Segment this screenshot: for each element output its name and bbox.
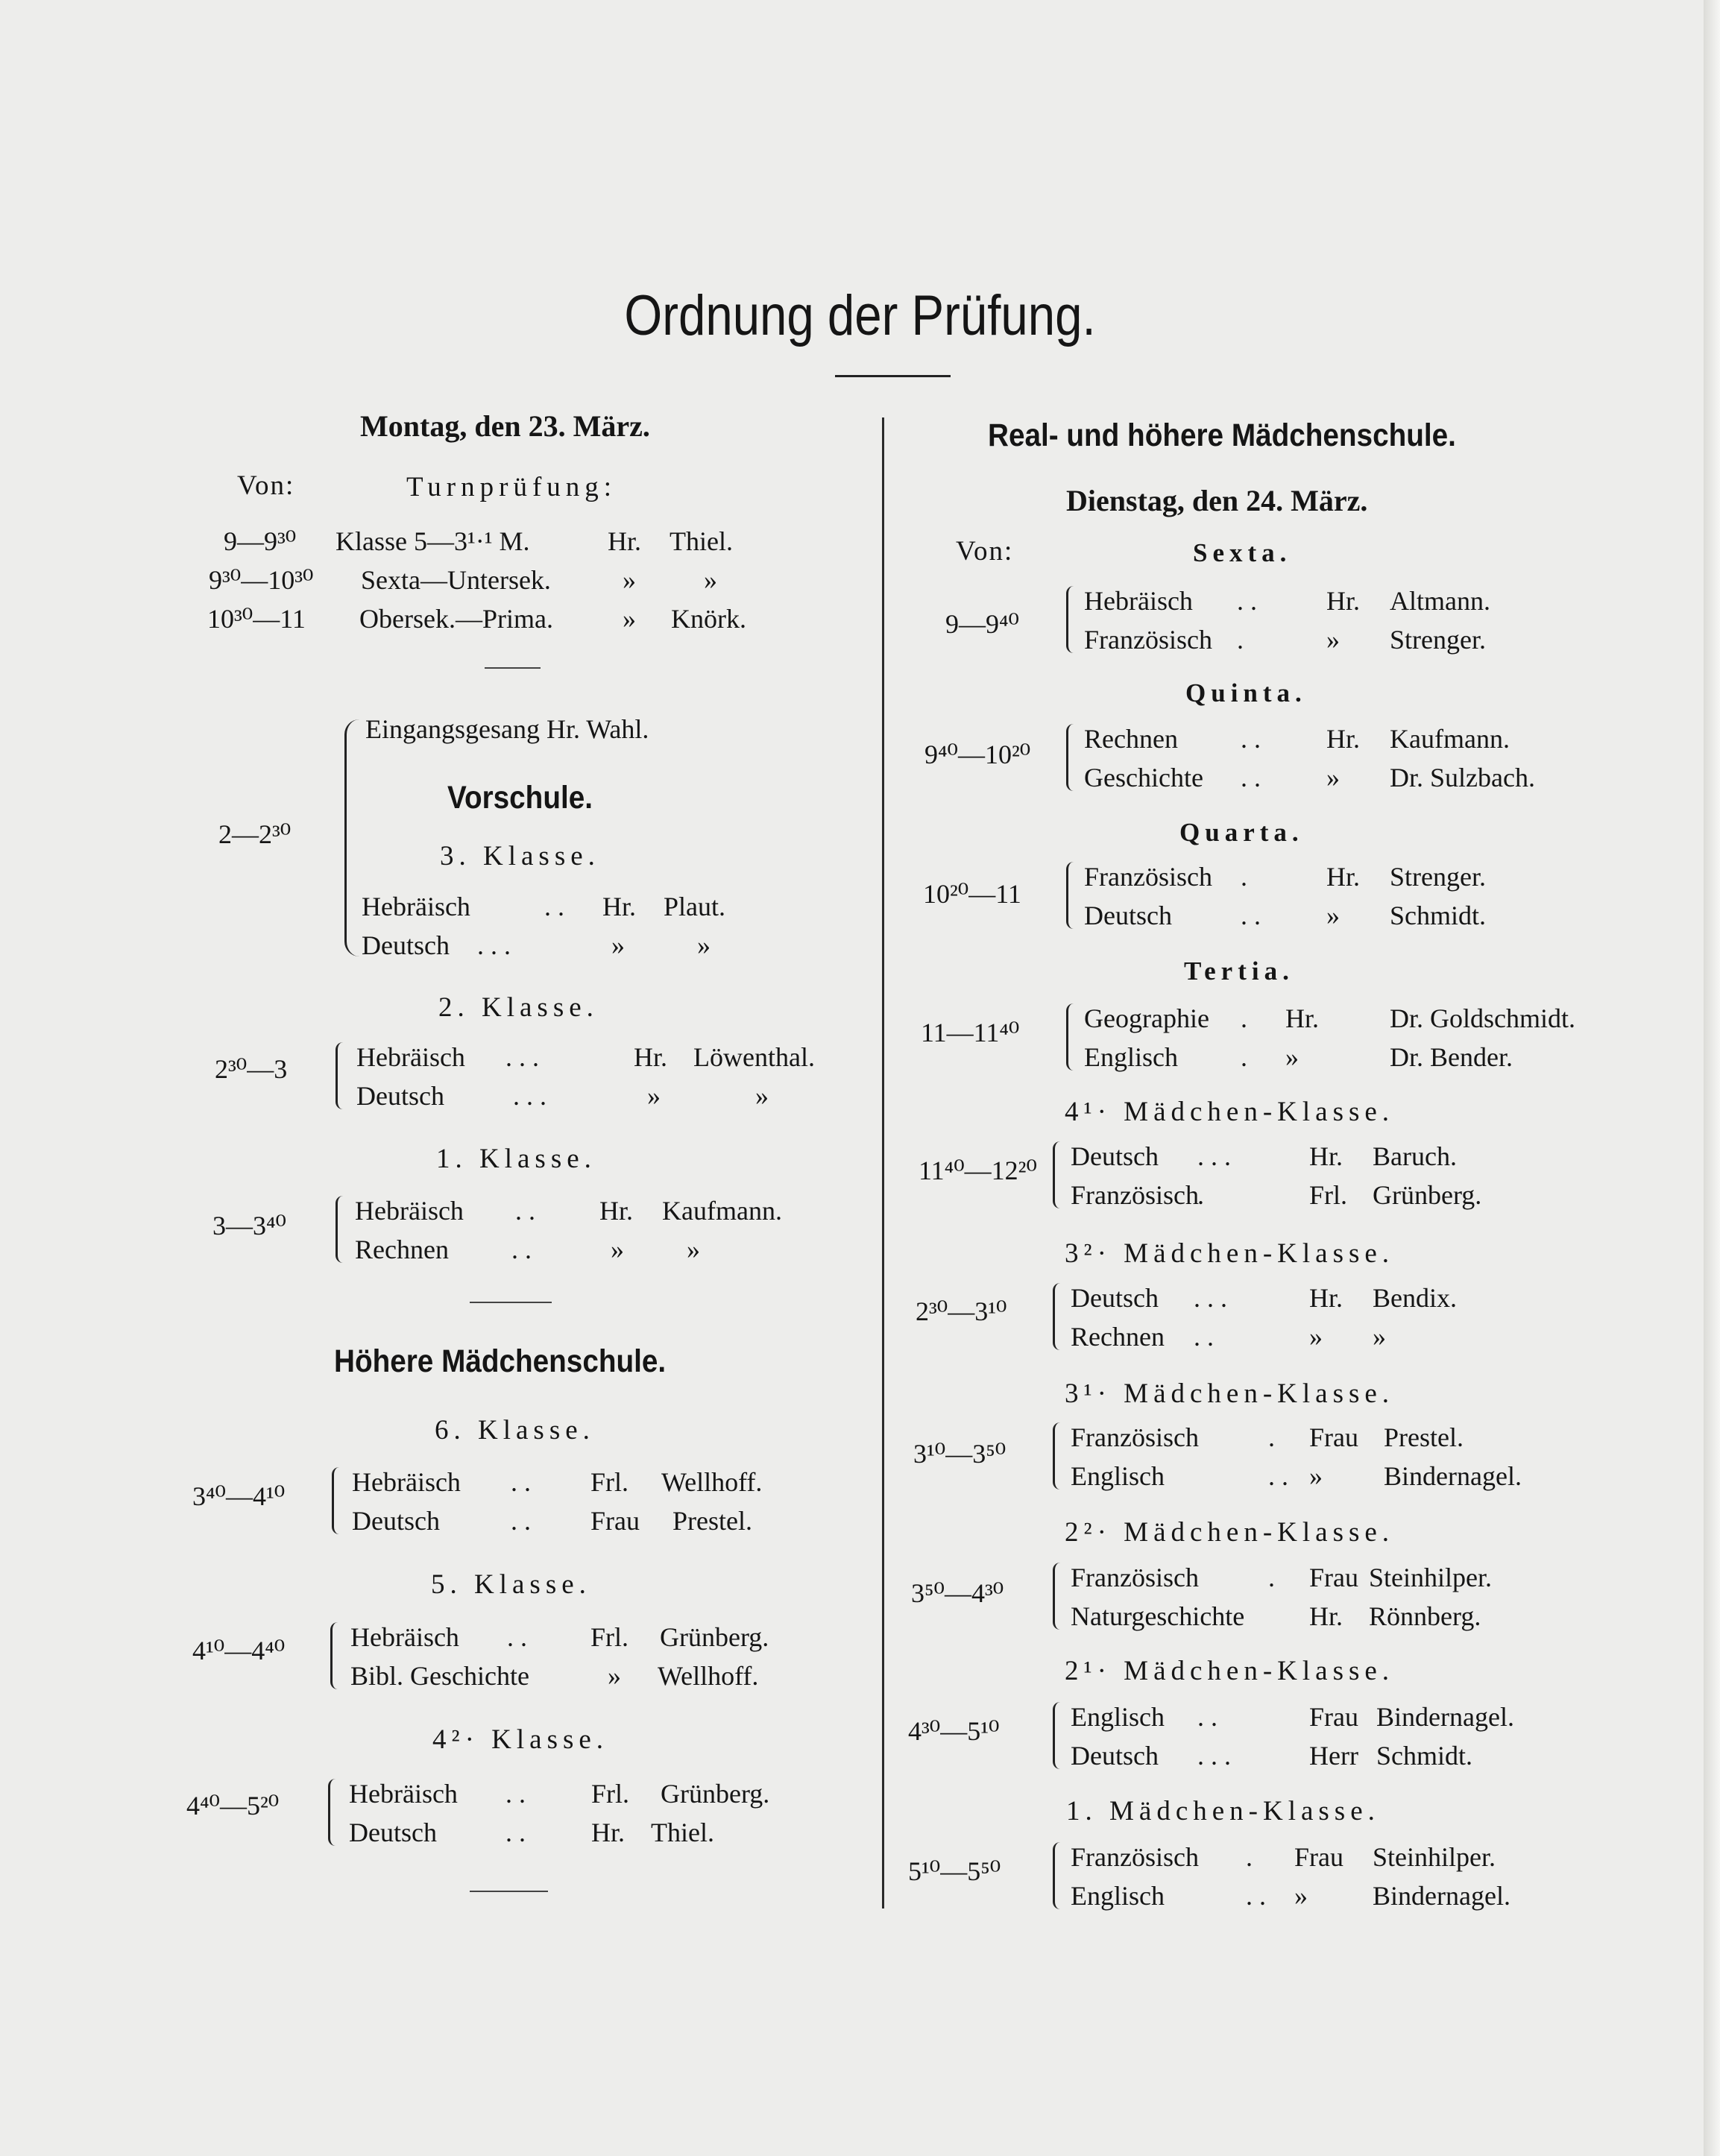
dots: . — [1237, 625, 1244, 655]
slot-time: 4⁴⁰—5²⁰ — [186, 1791, 280, 1821]
subject: Deutsch — [1071, 1283, 1159, 1313]
turn-time: 9—9³⁰ — [224, 526, 297, 556]
slot-time: 2—2³⁰ — [218, 819, 292, 849]
slot-time: 11⁴⁰—12²⁰ — [919, 1156, 1037, 1185]
klasse-heading: 3. Klasse. — [440, 841, 600, 871]
subject: Hebräisch — [356, 1042, 465, 1072]
examiner-title: » — [647, 1081, 661, 1111]
section-rule — [470, 1891, 548, 1892]
slot-time: 5¹⁰—5⁵⁰ — [908, 1856, 1001, 1886]
examiner-name: Kaufmann. — [1390, 724, 1510, 754]
slot-time: 3⁵⁰—4³⁰ — [911, 1578, 1004, 1608]
examiner-name: Dr. Goldschmidt. — [1390, 1003, 1575, 1033]
slot-time: 3¹⁰—3⁵⁰ — [913, 1439, 1007, 1469]
examiner-name: Baruch. — [1373, 1141, 1457, 1171]
dots: . . . — [477, 930, 511, 960]
examiner-name: Steinhilper. — [1373, 1842, 1496, 1872]
section-rule — [470, 1302, 552, 1303]
klasse-heading: Tertia. — [1184, 956, 1294, 986]
exam-block — [1066, 999, 1588, 1077]
brace — [1053, 1422, 1064, 1490]
exam-block — [336, 1038, 857, 1115]
dots: . . . — [505, 1042, 539, 1072]
slot-time: 9⁴⁰—10²⁰ — [924, 740, 1031, 769]
exam-block — [1053, 1418, 1575, 1495]
brace — [328, 1779, 339, 1846]
dots: . . — [1194, 1322, 1214, 1352]
dots: . . . — [1197, 1741, 1231, 1771]
exam-row — [362, 926, 883, 965]
subject: Rechnen — [1084, 724, 1178, 754]
examiner-name: Bindernagel. — [1376, 1702, 1514, 1732]
subject: Französisch — [1071, 1842, 1199, 1872]
turnpruefung-heading: Turnprüfung: — [406, 472, 617, 502]
examiner-title: Frau — [1294, 1842, 1343, 1872]
examiner-name: Prestel. — [672, 1506, 752, 1536]
subject: Rechnen — [355, 1235, 449, 1264]
slot-time: 4³⁰—5¹⁰ — [908, 1716, 1000, 1746]
exam-block — [1053, 1838, 1575, 1915]
examiner-name: Bendix. — [1373, 1283, 1457, 1313]
dots: . . — [507, 1622, 527, 1652]
examiner-title: Hr. — [591, 1818, 625, 1847]
examiner-title: Hr. — [1309, 1601, 1343, 1631]
column-divider — [882, 417, 884, 1908]
subject: Deutsch — [352, 1506, 440, 1536]
klasse-heading: 1. Klasse. — [436, 1144, 596, 1174]
dots: . — [1241, 1003, 1247, 1033]
brace — [1053, 1141, 1064, 1208]
page-edge — [1704, 0, 1720, 2156]
subject: Hebräisch — [1084, 586, 1193, 616]
subject: Bibl. Geschichte — [350, 1661, 529, 1691]
subject: Englisch — [1071, 1461, 1165, 1491]
subject: Deutsch — [1084, 901, 1172, 930]
vorschule-heading: Vorschule. — [447, 780, 593, 816]
exam-block — [1053, 1698, 1575, 1775]
subject: Rechnen — [1071, 1322, 1165, 1352]
brace — [332, 1467, 343, 1534]
examiner-title: Frau — [1309, 1422, 1358, 1452]
exam-block — [1053, 1279, 1575, 1356]
von-label: Von: — [237, 470, 295, 501]
subject: Französisch — [1071, 1563, 1199, 1592]
examiner-title: Frl. — [590, 1467, 629, 1497]
subject: Naturgeschichte — [1071, 1601, 1245, 1631]
dots: . . — [511, 1235, 532, 1264]
slot-time: 3⁴⁰—4¹⁰ — [192, 1481, 286, 1511]
examiner-title: Hr. — [602, 892, 636, 921]
examiner-name: Steinhilper. — [1369, 1563, 1492, 1592]
subject: Französisch — [1084, 862, 1212, 892]
dots: . . . — [1197, 1141, 1231, 1171]
subject: Hebräisch — [352, 1467, 461, 1497]
slot-time: 11—11⁴⁰ — [921, 1018, 1020, 1047]
examiner-name: Dr. Sulzbach. — [1390, 763, 1535, 792]
hoehere-heading: Höhere Mädchenschule. — [334, 1343, 667, 1379]
examiner-title: Frau — [1309, 1702, 1358, 1732]
klasse-heading: 3²· Mädchen-Klasse. — [1065, 1238, 1395, 1269]
dots: . . . — [513, 1081, 546, 1111]
examiner-title: Frl. — [1309, 1180, 1348, 1210]
day-heading-tuesday: Dienstag, den 24. März. — [1066, 484, 1368, 517]
examiner-title: Hr. — [599, 1196, 633, 1226]
klasse-heading: Sexta. — [1193, 538, 1292, 567]
examiner-title: » — [1309, 1461, 1323, 1491]
examiner-name: Grünberg. — [660, 1622, 769, 1652]
examiner-title: » — [611, 930, 625, 960]
slot-time: 2³⁰—3 — [215, 1054, 288, 1084]
examiner-name: Strenger. — [1390, 862, 1486, 892]
klasse-heading: 1. Mädchen-Klasse. — [1066, 1796, 1380, 1826]
examiner-title: » — [1326, 901, 1340, 930]
day-heading-monday: Montag, den 23. März. — [360, 409, 650, 443]
subject: Englisch — [1071, 1702, 1165, 1732]
examiner-name: Grünberg. — [1373, 1180, 1482, 1210]
turn-time: 9³⁰—10³⁰ — [209, 565, 314, 595]
turn-group: Obersek.—Prima. — [359, 604, 553, 634]
turn-row — [0, 561, 880, 599]
exam-block — [328, 1774, 850, 1852]
dots: . . — [1241, 763, 1261, 792]
slot-time: 9—9⁴⁰ — [945, 609, 1019, 639]
examiner-name: Dr. Bender. — [1390, 1042, 1513, 1072]
brace — [1066, 862, 1077, 929]
exam-block — [1053, 1558, 1575, 1636]
exam-block — [1053, 1137, 1575, 1214]
klasse-heading: 2²· Mädchen-Klasse. — [1065, 1517, 1395, 1548]
subject: Hebräisch — [349, 1779, 458, 1809]
examiner-name: Schmidt. — [1390, 901, 1487, 930]
dots: . . — [505, 1779, 526, 1809]
exam-block — [336, 1191, 857, 1269]
dots: . . — [1246, 1881, 1266, 1911]
examiner-name: Schmidt. — [1376, 1741, 1473, 1771]
dots: . . — [1237, 586, 1257, 616]
klasse-heading: 5. Klasse. — [431, 1569, 591, 1600]
examiner-name: Bindernagel. — [1384, 1461, 1522, 1491]
brace — [1053, 1283, 1064, 1350]
examiner-name: Plaut. — [664, 892, 726, 921]
turn-row — [0, 599, 880, 638]
brace — [336, 1196, 347, 1263]
klasse-heading: 3¹· Mädchen-Klasse. — [1065, 1378, 1395, 1409]
examiner-title: » — [1285, 1042, 1299, 1072]
examiner-title: Hr. — [634, 1042, 667, 1072]
subject: Deutsch — [356, 1081, 444, 1111]
dots: . . — [505, 1818, 526, 1847]
dots: . — [1268, 1563, 1275, 1592]
exam-block — [1066, 857, 1588, 935]
exam-block — [1066, 719, 1588, 797]
subject: Englisch — [1071, 1881, 1165, 1911]
turn-row — [0, 522, 880, 561]
exam-row — [362, 887, 883, 926]
subject: Deutsch — [1071, 1141, 1159, 1171]
examiner-title: » — [1326, 625, 1340, 655]
klasse-heading: 4¹· Mädchen-Klasse. — [1065, 1097, 1395, 1127]
klasse-heading: 2¹· Mädchen-Klasse. — [1065, 1656, 1395, 1686]
subject: Deutsch — [1071, 1741, 1159, 1771]
examiner-name: Thiel. — [651, 1818, 714, 1847]
dots: . — [1246, 1842, 1253, 1872]
brace — [330, 1622, 341, 1689]
examiner-title: Frl. — [591, 1779, 630, 1809]
subject: Englisch — [1084, 1042, 1178, 1072]
section-rule — [485, 667, 541, 669]
brace — [1066, 1003, 1077, 1071]
examiner-title: Hr. — [1309, 1141, 1343, 1171]
brace — [336, 1042, 347, 1109]
slot-time: 4¹⁰—4⁴⁰ — [192, 1636, 286, 1665]
examiner-title: Hr. — [1326, 862, 1360, 892]
klasse-heading: 2. Klasse. — [438, 992, 599, 1023]
dots: . — [1197, 1180, 1204, 1210]
subject: Geographie — [1084, 1003, 1209, 1033]
exam-block — [332, 1463, 854, 1540]
examiner-title: Herr — [1309, 1741, 1358, 1771]
subject: Hebräisch — [355, 1196, 464, 1226]
turn-who: Hr. — [608, 526, 641, 556]
title-rule — [835, 375, 951, 377]
dots: . . — [1197, 1702, 1217, 1732]
slot-time: 10²⁰—11 — [923, 879, 1021, 909]
examiner-name: Prestel. — [1384, 1422, 1464, 1452]
examiner-title: Hr. — [1326, 586, 1360, 616]
examiner-name: Rönnberg. — [1369, 1601, 1481, 1631]
dots: . — [1241, 1042, 1247, 1072]
examiner-name: Kaufmann. — [662, 1196, 782, 1226]
klasse-heading: Quarta. — [1179, 818, 1304, 847]
dots: . — [1241, 862, 1247, 892]
examiner-title: » — [1326, 763, 1340, 792]
brace — [1053, 1702, 1064, 1769]
brace — [1053, 1842, 1064, 1909]
exam-block — [330, 1618, 852, 1695]
page-title: Ordnung der Prüfung. — [624, 284, 1096, 347]
turn-who: » — [623, 565, 636, 595]
examiner-name: » — [755, 1081, 769, 1111]
klasse-heading: Quinta. — [1185, 678, 1307, 707]
examiner-name: Wellhoff. — [658, 1661, 759, 1691]
examiner-name: Grünberg. — [661, 1779, 770, 1809]
slot-time: 2³⁰—3¹⁰ — [916, 1296, 1007, 1326]
brace — [344, 719, 362, 956]
examiner-title: » — [1294, 1881, 1308, 1911]
examiner-title: Frau — [590, 1506, 640, 1536]
dots: . . — [511, 1506, 531, 1536]
dots: . . — [544, 892, 564, 921]
dots: . . — [1241, 901, 1261, 930]
dots: . . — [511, 1467, 531, 1497]
examiner-name: » — [1373, 1322, 1386, 1352]
examiner-title: » — [611, 1235, 624, 1264]
examiner-title: Frl. — [590, 1622, 629, 1652]
exam-block — [1066, 581, 1588, 659]
subject: Französisch — [1071, 1422, 1199, 1452]
examiner-title: » — [1309, 1322, 1323, 1352]
turn-group: Sexta—Untersek. — [361, 565, 551, 595]
klasse-heading: 4²· Klasse. — [432, 1724, 609, 1755]
brace — [1066, 724, 1077, 791]
turn-time: 10³⁰—11 — [207, 604, 306, 634]
examiner-name: Strenger. — [1390, 625, 1486, 655]
subject: Französisch — [1071, 1180, 1199, 1210]
examiner-title: » — [608, 1661, 621, 1691]
examiner-title: Hr. — [1326, 724, 1360, 754]
examiner-name: Bindernagel. — [1373, 1881, 1510, 1911]
dots: . . . — [1194, 1283, 1227, 1313]
subject: Geschichte — [1084, 763, 1203, 792]
examiner-name: » — [687, 1235, 700, 1264]
subject: Deutsch — [349, 1818, 437, 1847]
examiner-name: Löwenthal. — [693, 1042, 815, 1072]
turn-who: » — [623, 604, 636, 634]
examiner-name: » — [697, 930, 711, 960]
examiner-title: Hr. — [1285, 1003, 1319, 1033]
slot-time: 3—3⁴⁰ — [212, 1211, 286, 1241]
turn-name: Thiel. — [670, 526, 733, 556]
examiner-name: Altmann. — [1390, 586, 1490, 616]
subject: Hebräisch — [362, 892, 470, 921]
subject: Hebräisch — [350, 1622, 459, 1652]
brace — [1053, 1563, 1064, 1630]
von-label: Von: — [956, 536, 1014, 567]
opening-song: Eingangsgesang Hr. Wahl. — [365, 714, 649, 744]
dots: . . — [515, 1196, 535, 1226]
dots: . . — [1241, 724, 1261, 754]
turn-group: Klasse 5—3¹·¹ M. — [336, 526, 530, 556]
turn-name: » — [704, 565, 717, 595]
examiner-name: Wellhoff. — [661, 1467, 763, 1497]
turn-name: Knörk. — [671, 604, 746, 634]
examiner-title: Frau — [1309, 1563, 1358, 1592]
brace — [1066, 586, 1077, 653]
examiner-title: Hr. — [1309, 1283, 1343, 1313]
dots: . — [1268, 1422, 1275, 1452]
klasse-heading: 6. Klasse. — [435, 1415, 595, 1446]
subject: Deutsch — [362, 930, 450, 960]
dots: . . — [1268, 1461, 1288, 1491]
subject: Französisch — [1084, 625, 1212, 655]
real-heading: Real- und höhere Mädchenschule. — [988, 417, 1456, 453]
